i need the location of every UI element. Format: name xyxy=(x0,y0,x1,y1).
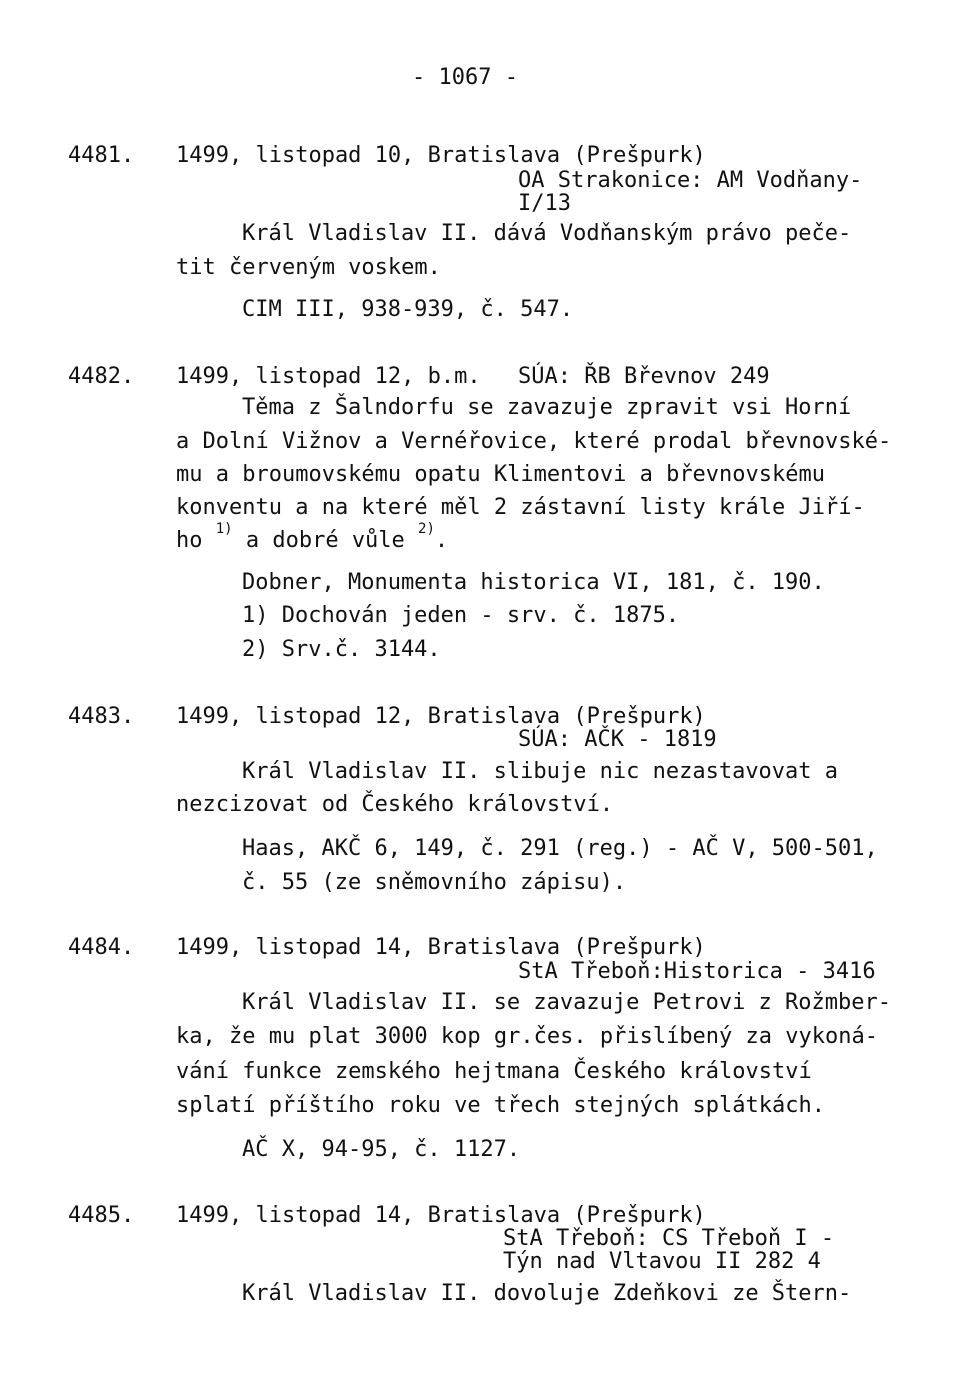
body-line: Král Vladislav II. slibuje nic nezastavovat a xyxy=(242,759,839,784)
archive-line: SÚA: AČK - 1819 xyxy=(518,727,717,752)
body-line: Král Vladislav II. se zavazuje Petrovi z Rožmber- xyxy=(242,990,892,1015)
entry-header: 1499, listopad 14, Bratislava (Prešpurk) xyxy=(176,935,706,960)
entry-header: 1499, listopad 12, b.m. xyxy=(176,364,481,389)
reference-line: CIM III, 938-939, č. 547. xyxy=(242,297,574,322)
text-span: a dobré vůle xyxy=(232,528,419,553)
archive-line: StA Třeboň:Historica - 3416 xyxy=(518,959,876,984)
archive-line: StA Třeboň: CS Třeboň I - xyxy=(503,1226,835,1251)
entry-number: 4484. xyxy=(68,935,135,960)
body-line: mu a broumovskému opatu Klimentovi a břevnovskému xyxy=(176,462,826,487)
reference-line: AČ X, 94-95, č. 1127. xyxy=(242,1137,521,1162)
reference-line: Dobner, Monumenta historica VI, 181, č. 190. xyxy=(242,570,825,595)
reference-line: č. 55 (ze sněmovního zápisu). xyxy=(242,870,627,895)
body-line: vání funkce zemského hejtmana Českého království xyxy=(176,1059,812,1084)
body-line: ka, že mu plat 3000 kop gr.čes. přislíbený za vykoná- xyxy=(176,1024,878,1049)
entry-header: 1499, listopad 12, Bratislava (Prešpurk) xyxy=(176,704,706,729)
body-line: tit červeným voskem. xyxy=(176,255,441,280)
body-line: Těma z Šalndorfu se zavazuje zpravit vsi Horní xyxy=(242,395,852,420)
page-number: - 1067 - xyxy=(412,65,518,90)
body-line: Král Vladislav II. dovoluje Zdeňkovi ze Štern- xyxy=(242,1281,852,1306)
body-line: a Dolní Vižnov a Vernéřovice, které prodal břevnovské- xyxy=(176,429,892,454)
archive-line: I/13 xyxy=(518,191,571,216)
entry-header: 1499, listopad 10, Bratislava (Prešpurk) xyxy=(176,143,706,168)
entry-number: 4485. xyxy=(68,1203,135,1228)
archive-line: OA Strakonice: AM Vodňany- xyxy=(518,168,863,193)
entry-number: 4481. xyxy=(68,143,135,168)
footnote-line: 2) Srv.č. 3144. xyxy=(242,637,441,662)
entry-number: 4482. xyxy=(68,364,135,389)
body-line: konventu a na které měl 2 zástavní listy krále Jiří- xyxy=(176,495,865,520)
reference-line: Haas, AKČ 6, 149, č. 291 (reg.) - AČ V, 500-501, xyxy=(242,836,878,861)
body-line xyxy=(176,521,449,553)
archive-line: SÚA: ŘB Břevnov 249 xyxy=(518,364,770,389)
entry-number: 4483. xyxy=(68,704,135,729)
text-span: . xyxy=(434,528,449,553)
text-span: ho xyxy=(176,528,216,553)
body-line: Král Vladislav II. dává Vodňanským právo peče- xyxy=(242,221,852,246)
body-line: nezcizovat od Českého království. xyxy=(176,792,614,817)
footnote-line: 1) Dochován jeden - srv. č. 1875. xyxy=(242,603,680,628)
body-line: splatí příštího roku ve třech stejných splátkách. xyxy=(176,1093,826,1118)
entry-header: 1499, listopad 14, Bratislava (Prešpurk) xyxy=(176,1203,706,1228)
archive-line: Týn nad Vltavou II 282 4 xyxy=(503,1249,821,1274)
footnote-marker: 1) xyxy=(215,521,233,537)
footnote-marker: 2) xyxy=(418,521,435,537)
